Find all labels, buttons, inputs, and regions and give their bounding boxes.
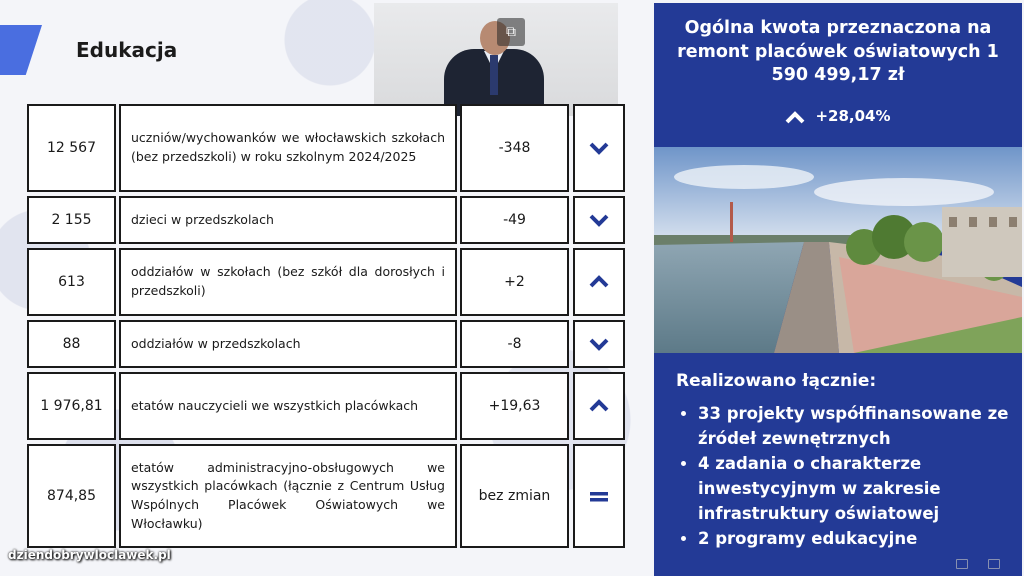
change-cell-text: -348: [498, 140, 531, 156]
trend-cell: [573, 444, 625, 548]
list-item: • 33 projekty współfinansowane ze źródeł zewnętrznych: [698, 401, 1024, 451]
description-cell: [119, 104, 457, 192]
change-cell-text: -8: [507, 336, 522, 352]
change-cell: [460, 320, 569, 368]
value-cell: [27, 196, 116, 244]
description-cell: [119, 320, 457, 368]
list-item: • 4 zadania o charakterze inwestycyjnym w zakresie infrastruktury oświatowej: [698, 451, 1024, 526]
change-cell: [460, 372, 569, 440]
change-cell-text: bez zmian: [478, 488, 551, 504]
projects-list: [676, 401, 1024, 551]
description-cell-text: etatów nauczycieli we wszystkich placówkach: [131, 397, 419, 413]
chevron-up-icon: [588, 271, 610, 293]
speaker-tie: [490, 55, 498, 95]
change-cell-text: +2: [504, 274, 525, 290]
summary-panel: [654, 3, 1022, 576]
budget-total: Ogólna kwota przeznaczona na remont placówek oświatowych 1 590 499,17 zł: [677, 18, 999, 86]
projects-heading: Realizowano łącznie:: [676, 371, 877, 391]
chevron-down-icon: [588, 209, 610, 231]
description-cell-text: oddziałów w przedszkolach: [131, 335, 301, 351]
trend-cell: [573, 104, 625, 192]
budget-change-value: +28,04%: [815, 107, 891, 125]
value-cell-text: 874,85: [47, 488, 96, 504]
player-control-icon[interactable]: [988, 559, 1000, 569]
change-cell-text: -49: [503, 212, 526, 228]
value-cell: [27, 372, 116, 440]
trend-cell: [573, 320, 625, 368]
chevron-down-icon: [588, 137, 610, 159]
change-cell-text: +19,63: [488, 398, 541, 414]
change-cell: [460, 444, 569, 548]
value-cell-text: 12 567: [47, 140, 96, 156]
value-cell: [27, 444, 116, 548]
player-control-icon[interactable]: [956, 559, 968, 569]
value-cell: [27, 320, 116, 368]
change-cell: [460, 248, 569, 316]
value-cell-text: 613: [58, 274, 85, 290]
list-item: • 2 programy edukacyjne: [698, 526, 1024, 551]
projects-box: [654, 355, 1022, 576]
trend-cell: [573, 196, 625, 244]
description-cell-text: uczniów/wychowanków we włocławskich szkołach (bez przedszkoli) w roku szkolnym 2024/2025: [131, 130, 445, 164]
budget-box: [654, 3, 1022, 144]
video-feed[interactable]: [374, 3, 618, 116]
budget-change: [654, 107, 1022, 125]
value-cell-text: 2 155: [51, 212, 92, 228]
value-cell-text: 88: [62, 336, 81, 352]
slide-title: Edukacja: [76, 38, 178, 62]
change-cell: [460, 196, 569, 244]
trend-cell: [573, 372, 625, 440]
city-photo: [654, 147, 1022, 353]
value-cell: [27, 248, 116, 316]
description-cell: [119, 372, 457, 440]
watermark: dziendobrywloclawek.pl: [8, 548, 171, 562]
value-cell-text: 1 976,81: [40, 398, 103, 414]
change-cell: [460, 104, 569, 192]
description-cell-text: oddziałów w szkołach (bez szkół dla dorosłych i przedszkoli): [131, 264, 445, 298]
description-cell-text: etatów administracyjno-obsługowych we wszystkich placówkach (łącznie z Centrum Usług Wspólnych Placówek Oświatowych we Włocławku): [131, 459, 445, 531]
chevron-up-icon: [588, 395, 610, 417]
trend-cell: [573, 248, 625, 316]
equals-icon: [588, 485, 610, 507]
chevron-down-icon: [588, 333, 610, 355]
value-cell: [27, 104, 116, 192]
description-cell: [119, 248, 457, 316]
description-cell-text: dzieci w przedszkolach: [131, 211, 274, 227]
chevron-up-icon: [785, 110, 805, 124]
description-cell: [119, 196, 457, 244]
description-cell: [119, 444, 457, 548]
pip-icon[interactable]: ⧉: [497, 18, 525, 46]
